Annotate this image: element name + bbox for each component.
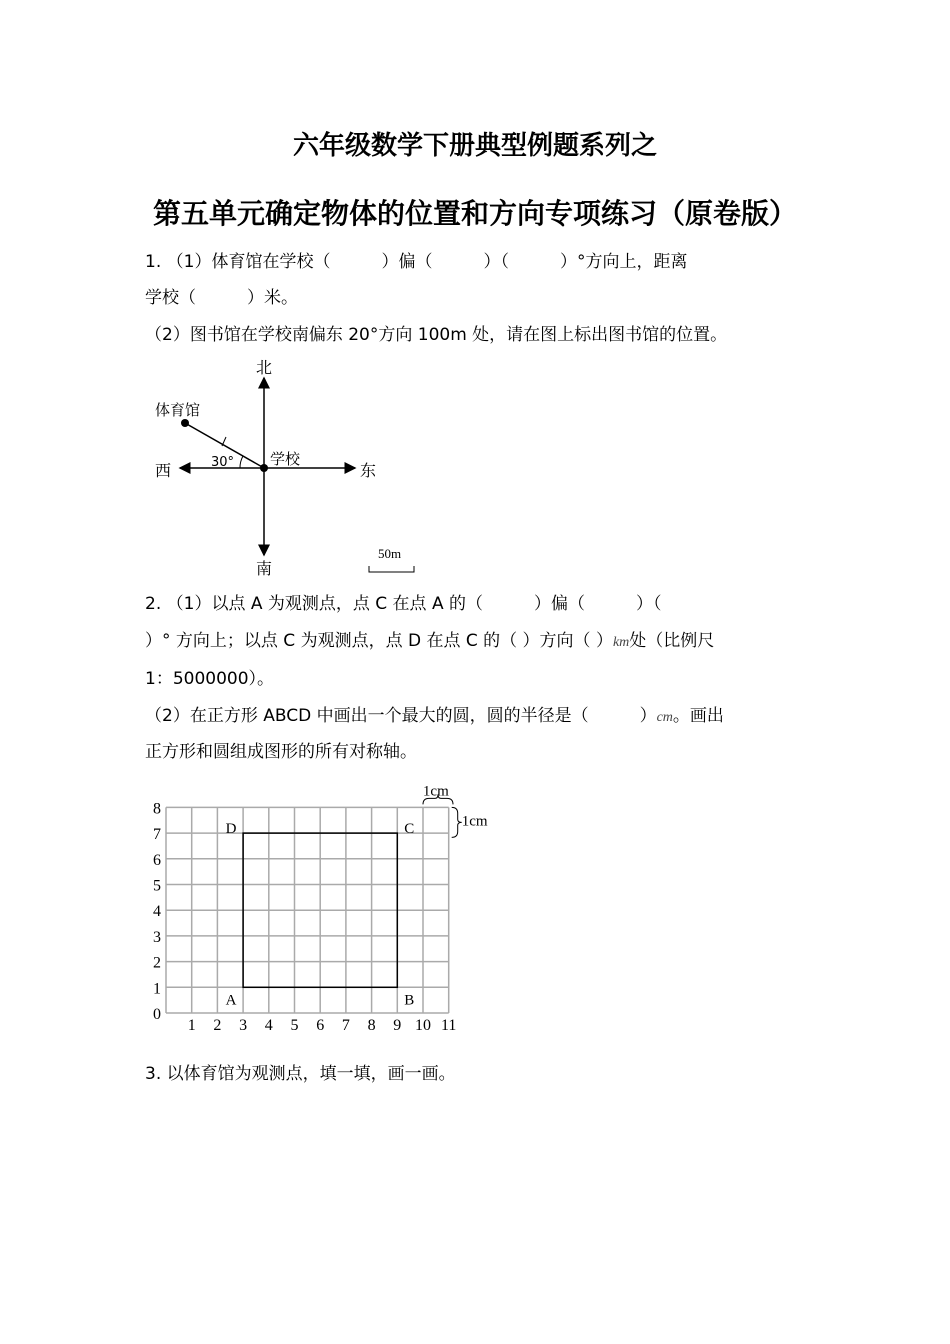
x-tick-label: 10 (415, 1017, 431, 1034)
unit-km: km (612, 635, 630, 650)
q3-line1: 3. 以体育馆为观测点，填一填，画一画。 (145, 1064, 456, 1084)
worksheet-title: 六年级数学下册典型例题系列之 (292, 131, 657, 161)
west-label: 西 (155, 461, 172, 480)
angle-label: 30° (211, 455, 235, 470)
y-tick-label: 5 (153, 877, 161, 895)
point-d-label: D (225, 821, 237, 838)
x-tick-label: 9 (393, 1017, 402, 1034)
scale-label: 50m (378, 546, 402, 561)
north-label: 北 (256, 358, 273, 377)
x-tick-label: 1 (187, 1017, 196, 1034)
q1-line2: 学校（ ）米。 (145, 288, 298, 308)
x-tick-label: 4 (264, 1017, 273, 1034)
x-tick-label: 7 (341, 1017, 350, 1034)
y-tick-label: 8 (153, 800, 161, 818)
school-label: 学校 (270, 450, 301, 468)
q2-line4-end: 。画出 (672, 706, 724, 726)
unit-cm: cm (656, 710, 673, 725)
q2-line1: 2. （1）以点 A 为观测点，点 C 在点 A 的（ ）偏（ ）（ (145, 594, 662, 614)
worksheet-subtitle: 第五单元确定物体的位置和方向专项练习（原卷版） (152, 197, 797, 230)
south-label: 南 (256, 559, 273, 578)
y-tick-label: 1 (153, 980, 161, 998)
y-tick-label: 7 (153, 826, 161, 844)
y-tick-label: 2 (153, 954, 161, 972)
legend-height-label: 1cm (461, 813, 488, 830)
point-a-label: A (225, 992, 237, 1009)
x-tick-label: 5 (290, 1017, 299, 1034)
y-tick-label: 0 (153, 1006, 161, 1023)
q2-line5: 正方形和圆组成图形的所有对称轴。 (145, 742, 417, 762)
q2-line4-text: （2）在正方形 ABCD 中画出一个最大的圆，圆的半径是（ ） (145, 706, 657, 726)
q2-line3: 1：5000000）。 (145, 669, 275, 689)
y-tick-label: 6 (153, 851, 161, 869)
x-tick-label: 11 (440, 1017, 457, 1034)
point-c-label: C (404, 821, 415, 838)
q2-line2-text: ）° 方向上；以点 C 为观测点，点 D 在点 C 的（ ）方向（ ） (145, 631, 613, 651)
x-tick-label: 6 (316, 1017, 325, 1034)
legend-width-label: 1cm (422, 783, 449, 800)
y-tick-label: 4 (153, 903, 161, 921)
q2-line2-end: 处（比例尺 (629, 631, 715, 651)
point-b-label: B (404, 992, 415, 1009)
x-tick-label: 2 (213, 1017, 222, 1034)
height-brace (452, 807, 462, 837)
x-tick-label: 8 (367, 1017, 376, 1034)
x-tick-label: 3 (239, 1017, 248, 1034)
q1-line3: （2）图书馆在学校南偏东 20°方向 100m 处，请在图上标出图书馆的位置。 (145, 325, 728, 345)
q1-line1: 1. （1）体育馆在学校（ ）偏（ ）（ ）°方向上，距离 (145, 252, 688, 272)
y-tick-label: 3 (153, 928, 161, 946)
gym-label: 体育馆 (155, 401, 201, 419)
east-label: 东 (360, 461, 377, 480)
